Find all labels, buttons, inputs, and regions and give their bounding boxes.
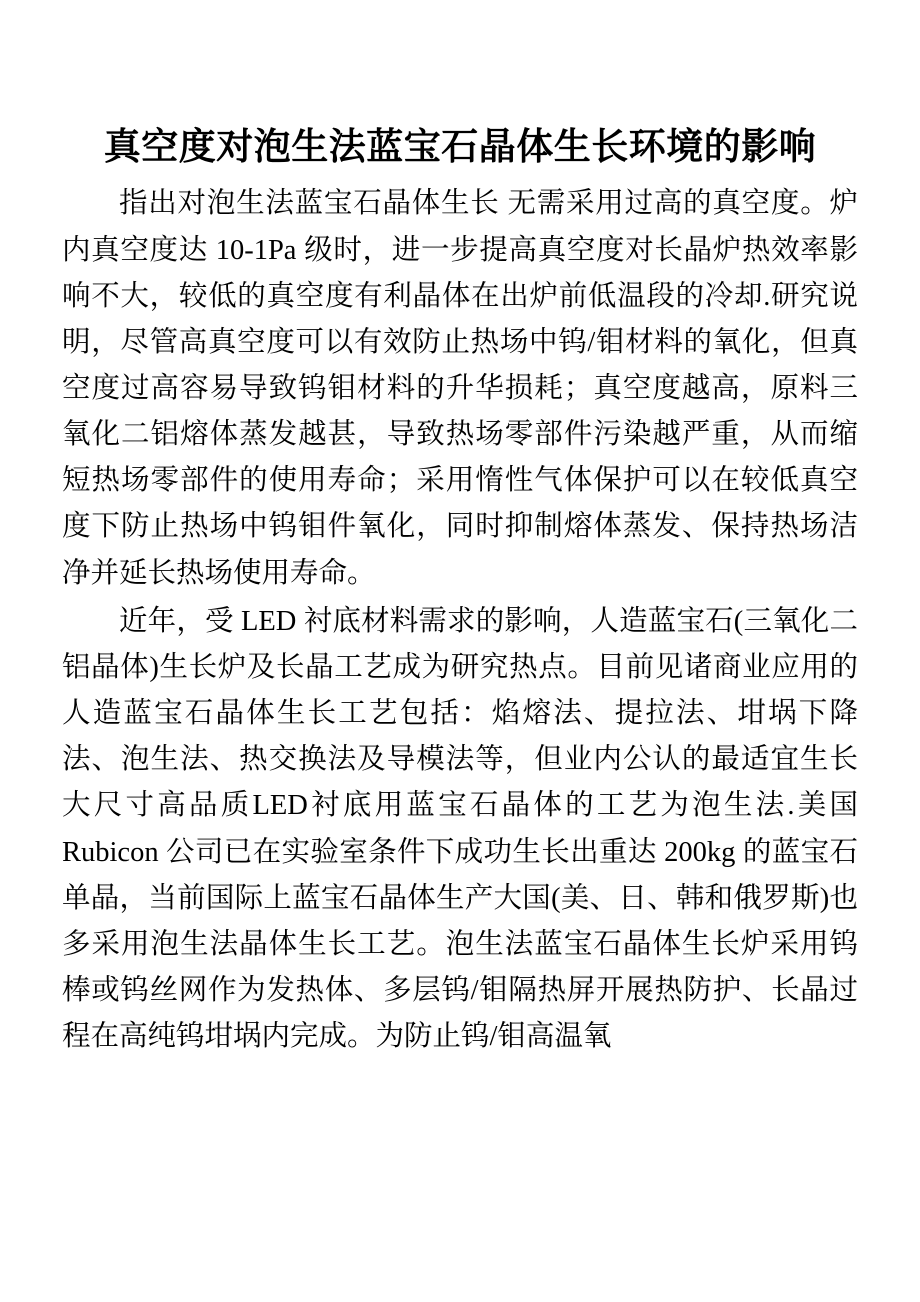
paragraph-abstract: 指出对泡生法蓝宝石晶体生长 无需采用过高的真空度。炉内真空度达 10-1Pa 级时，进一步提高真空度对长晶炉热效率影响不大，较低的真空度有利晶体在出炉前低温段的冷却.研究说明，尽管高真空度可以有效防止热场中钨/钼材料的氧化，但真空度过高容易导致钨钼材料的升华损耗；真空度越高，原料三氧化二铝熔体蒸发越甚，导致热场零部件污染越严重，从而缩短热场零部件的使用寿命；采用惰性气体保护可以在较低真空度下防止热场中钨钼件氧化，同时抑制熔体蒸发、保持热场洁净并延长热场使用寿命。: [62, 188, 858, 589]
paragraph-introduction: 近年，受 LED 衬底材料需求的影响，人造蓝宝石(三氧化二铝晶体)生长炉及长晶工艺成为研究热点。目前见诸商业应用的人造蓝宝石晶体生长工艺包括：焰熔法、提拉法、坩埚下降法、泡生法、热交换法及导模法等，但业内公认的最适宜生长大尺寸高品质LED衬底用蓝宝石晶体的工艺为泡生法.美国 Rubicon 公司已在实验室条件下成功生长出重达 200kg 的蓝宝石单晶，当前国际上蓝宝石晶体生产大国(美、日、韩和俄罗斯)也多采用泡生法晶体生长工艺。泡生法蓝宝石晶体生长炉采用钨棒或钨丝网作为发热体、多层钨/钼隔热屏开展热防护、长晶过程在高纯钨坩埚内完成。为防止钨/钼高温氧: [62, 605, 858, 1053]
page-title: 真空度对泡生法蓝宝石晶体生长环境的影响: [103, 126, 817, 167]
